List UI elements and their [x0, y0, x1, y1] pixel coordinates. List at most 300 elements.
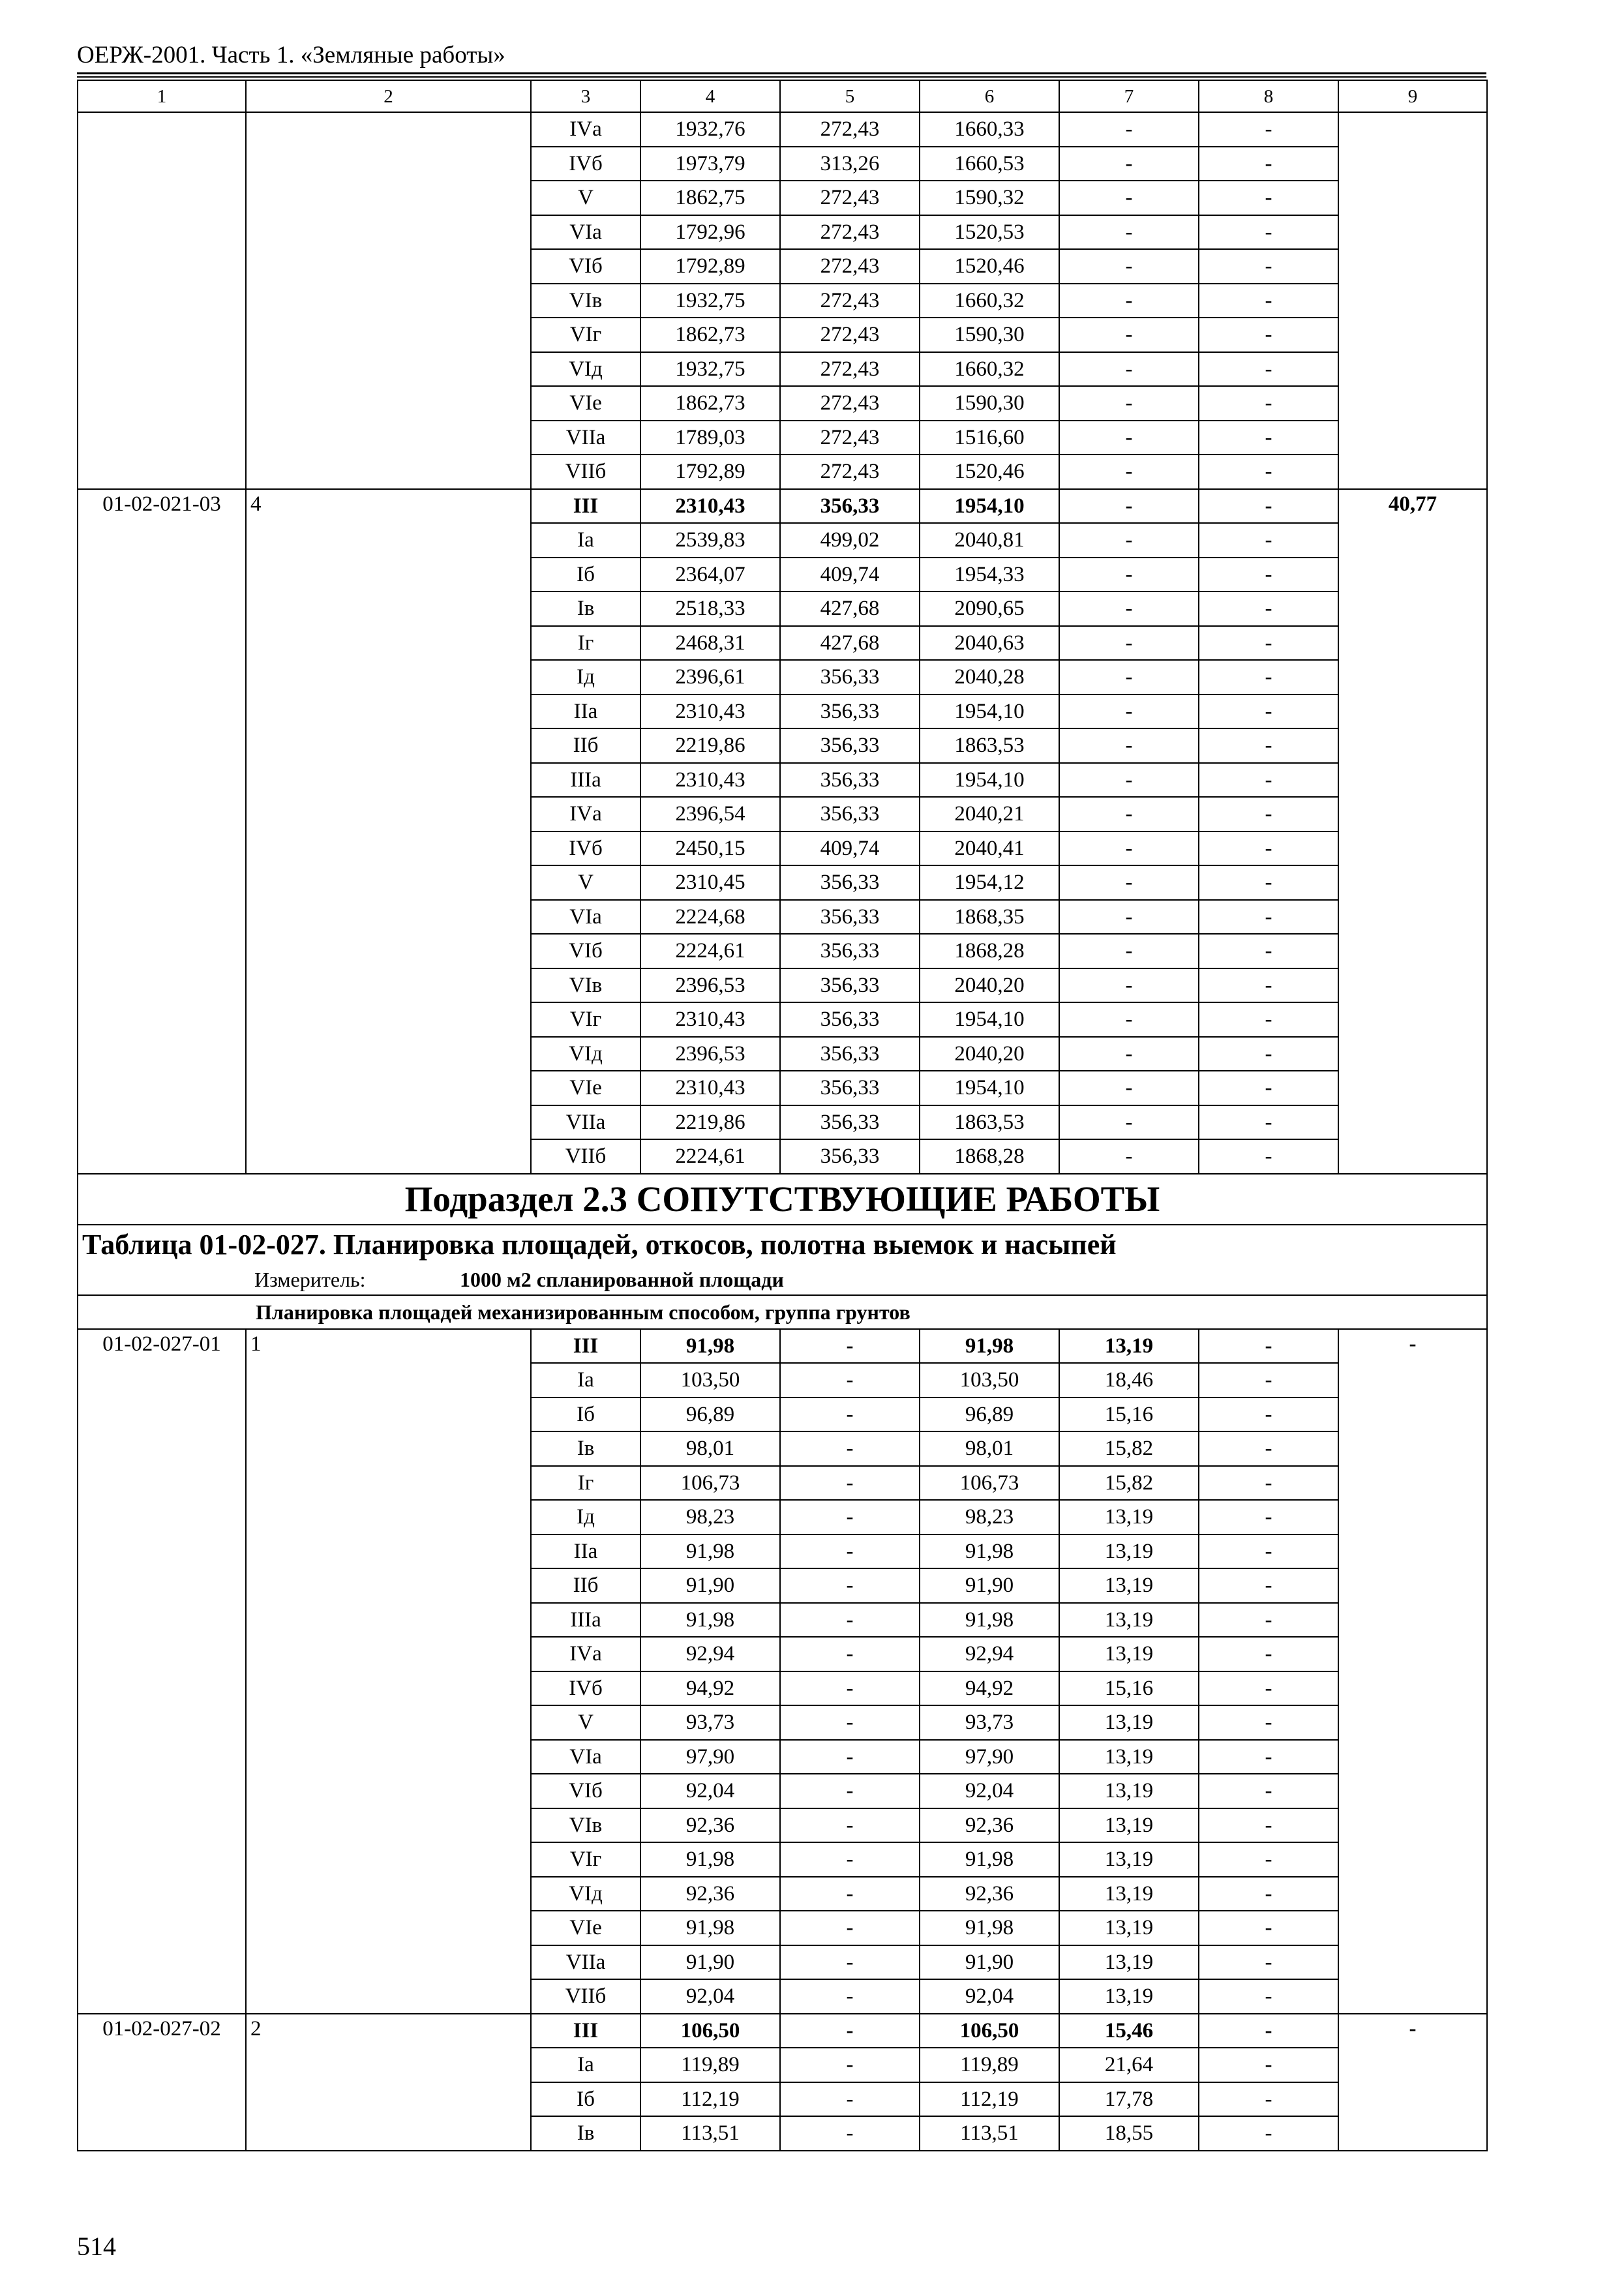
value-cell: 1932,75	[640, 284, 780, 318]
value-cell: -	[1059, 831, 1199, 866]
value-cell: -	[780, 1808, 920, 1843]
soil-group-cell: Iг	[531, 1466, 640, 1501]
soil-group-cell: V	[531, 181, 640, 215]
value-cell: -	[780, 2116, 920, 2151]
value-cell: 2040,21	[920, 797, 1059, 831]
measure-row	[78, 1264, 1487, 1295]
value-cell: -	[1199, 523, 1338, 558]
soil-group-cell: VIг	[531, 1002, 640, 1037]
column-number: 7	[1059, 80, 1199, 112]
value-cell: -	[1199, 386, 1338, 421]
value-cell: -	[1059, 695, 1199, 729]
value-cell: 1954,10	[920, 489, 1059, 524]
value-cell: 2310,43	[640, 1071, 780, 1105]
value-cell: -	[1199, 1500, 1338, 1534]
value-cell: 1520,53	[920, 215, 1059, 250]
soil-group-cell: Iа	[531, 1363, 640, 1398]
value-cell: 1973,79	[640, 147, 780, 181]
value-cell: -	[1199, 1431, 1338, 1466]
value-cell: 98,01	[920, 1431, 1059, 1466]
value-cell: 1862,73	[640, 318, 780, 352]
value-cell: -	[780, 1774, 920, 1808]
value-cell: 91,98	[920, 1603, 1059, 1638]
value-cell: 13,19	[1059, 1979, 1199, 2014]
soil-group-cell: IVб	[531, 831, 640, 866]
value-cell: -	[1059, 352, 1199, 387]
value-cell: 427,68	[780, 591, 920, 626]
value-cell: -	[1199, 1705, 1338, 1740]
soil-group-cell: III	[531, 489, 640, 524]
value-cell: -	[1199, 215, 1338, 250]
value-cell: 499,02	[780, 523, 920, 558]
value-cell: 113,51	[920, 2116, 1059, 2151]
value-cell: 1954,10	[920, 695, 1059, 729]
value-cell: 2040,81	[920, 523, 1059, 558]
value-cell: 356,33	[780, 1139, 920, 1174]
value-cell: 2040,20	[920, 968, 1059, 1003]
value-cell: 1868,35	[920, 900, 1059, 935]
value-cell: -	[1059, 591, 1199, 626]
table-row	[78, 489, 1487, 524]
value-cell: -	[1199, 249, 1338, 284]
value-cell: 2040,41	[920, 831, 1059, 866]
value-cell: 1590,32	[920, 181, 1059, 215]
soil-group-cell: VIд	[531, 1877, 640, 1911]
column-number: 5	[780, 80, 920, 112]
subsection-title-row	[78, 1295, 1487, 1329]
value-cell: 106,73	[920, 1466, 1059, 1501]
soil-group-cell: VIб	[531, 934, 640, 968]
value-cell: -	[1199, 900, 1338, 935]
value-cell: 2224,61	[640, 934, 780, 968]
value-cell: 21,64	[1059, 2048, 1199, 2082]
value-cell: -	[780, 2014, 920, 2048]
value-cell: -	[1199, 181, 1338, 215]
value-cell: 18,55	[1059, 2116, 1199, 2151]
value-cell: -	[1199, 1671, 1338, 1706]
soil-group-cell: VIе	[531, 1071, 640, 1105]
value-cell: 272,43	[780, 421, 920, 455]
value-cell: -	[1199, 728, 1338, 763]
value-cell: 91,98	[920, 1842, 1059, 1877]
value-cell: 92,36	[640, 1808, 780, 1843]
col9-value	[1338, 112, 1487, 489]
value-cell: 272,43	[780, 318, 920, 352]
value-cell: 13,19	[1059, 1329, 1199, 1364]
soil-group-cell: VIIа	[531, 1105, 640, 1140]
value-cell: 91,98	[640, 1329, 780, 1364]
value-cell: 272,43	[780, 386, 920, 421]
value-cell: -	[1199, 1603, 1338, 1638]
value-cell: 1954,33	[920, 558, 1059, 592]
rate-number: 1	[246, 1329, 531, 2014]
value-cell: 272,43	[780, 112, 920, 147]
value-cell: 119,89	[640, 2048, 780, 2082]
soil-group-cell: VIб	[531, 1774, 640, 1808]
value-cell: 1868,28	[920, 934, 1059, 968]
soil-group-cell: VIIа	[531, 1945, 640, 1980]
value-cell: 106,50	[640, 2014, 780, 2048]
value-cell: -	[1059, 1071, 1199, 1105]
value-cell: 92,04	[640, 1979, 780, 2014]
value-cell: 1863,53	[920, 728, 1059, 763]
value-cell: -	[1059, 934, 1199, 968]
value-cell: 92,04	[640, 1774, 780, 1808]
value-cell: 1868,28	[920, 1139, 1059, 1174]
value-cell: -	[1199, 284, 1338, 318]
soil-group-cell: Iг	[531, 626, 640, 661]
value-cell: 272,43	[780, 181, 920, 215]
soil-group-cell: Iб	[531, 2082, 640, 2117]
value-cell: 2219,86	[640, 728, 780, 763]
value-cell: -	[1199, 695, 1338, 729]
value-cell: 2040,28	[920, 660, 1059, 695]
table-row	[78, 2014, 1487, 2048]
soil-group-cell: IIб	[531, 728, 640, 763]
value-cell: -	[780, 1979, 920, 2014]
subsection-title: Планировка площадей механизированным способом, группа грунтов	[78, 1295, 1487, 1329]
soil-group-cell: IVа	[531, 1637, 640, 1671]
rate-number	[246, 112, 531, 489]
rates-table	[77, 80, 1488, 2151]
value-cell: 91,90	[920, 1568, 1059, 1603]
value-cell: -	[1059, 489, 1199, 524]
value-cell: -	[1059, 386, 1199, 421]
value-cell: -	[780, 1740, 920, 1774]
value-cell: 15,82	[1059, 1431, 1199, 1466]
value-cell: 1660,32	[920, 284, 1059, 318]
value-cell: 356,33	[780, 968, 920, 1003]
value-cell: -	[780, 1534, 920, 1569]
soil-group-cell: VIб	[531, 249, 640, 284]
soil-group-cell: VIIб	[531, 455, 640, 489]
rate-code: 01-02-027-02	[78, 2014, 246, 2151]
value-cell: -	[1199, 112, 1338, 147]
value-cell: 17,78	[1059, 2082, 1199, 2117]
value-cell: -	[780, 2048, 920, 2082]
value-cell: -	[780, 1363, 920, 1398]
value-cell: -	[780, 1398, 920, 1432]
value-cell: 92,36	[640, 1877, 780, 1911]
soil-group-cell: VIIб	[531, 1979, 640, 2014]
value-cell: -	[1059, 284, 1199, 318]
value-cell: 2539,83	[640, 523, 780, 558]
value-cell: -	[1199, 1568, 1338, 1603]
value-cell: 1520,46	[920, 455, 1059, 489]
value-cell: 92,94	[640, 1637, 780, 1671]
soil-group-cell: VIв	[531, 1808, 640, 1843]
value-cell: -	[780, 1877, 920, 1911]
column-number: 2	[246, 80, 531, 112]
page-number: 514	[77, 2232, 116, 2261]
value-cell: -	[1059, 660, 1199, 695]
value-cell: 91,90	[920, 1945, 1059, 1980]
value-cell: -	[780, 1945, 920, 1980]
value-cell: 356,33	[780, 900, 920, 935]
value-cell: 356,33	[780, 1071, 920, 1105]
soil-group-cell: VIд	[531, 1037, 640, 1071]
value-cell: 98,23	[640, 1500, 780, 1534]
value-cell: -	[1199, 147, 1338, 181]
soil-group-cell: IVа	[531, 112, 640, 147]
value-cell: 272,43	[780, 284, 920, 318]
value-cell: 1862,73	[640, 386, 780, 421]
value-cell: -	[1199, 865, 1338, 900]
value-cell: 93,73	[640, 1705, 780, 1740]
value-cell: 93,73	[920, 1705, 1059, 1740]
value-cell: -	[1059, 558, 1199, 592]
value-cell: -	[1059, 112, 1199, 147]
value-cell: -	[1059, 421, 1199, 455]
value-cell: 13,19	[1059, 1808, 1199, 1843]
rate-code: 01-02-021-03	[78, 489, 246, 1174]
value-cell: 1520,46	[920, 249, 1059, 284]
value-cell: 356,33	[780, 763, 920, 798]
header-rule	[77, 72, 1486, 74]
value-cell: -	[780, 2082, 920, 2117]
value-cell: -	[1059, 1139, 1199, 1174]
value-cell: 92,04	[920, 1774, 1059, 1808]
value-cell: 356,33	[780, 797, 920, 831]
soil-group-cell: Iв	[531, 591, 640, 626]
value-cell: 13,19	[1059, 1740, 1199, 1774]
col9-value: -	[1338, 2014, 1487, 2151]
value-cell: 92,04	[920, 1979, 1059, 2014]
value-cell: 92,36	[920, 1808, 1059, 1843]
value-cell: 119,89	[920, 2048, 1059, 2082]
rate-code: 01-02-027-01	[78, 1329, 246, 2014]
soil-group-cell: III	[531, 2014, 640, 2048]
value-cell: -	[1199, 558, 1338, 592]
soil-group-cell: IVа	[531, 797, 640, 831]
value-cell: -	[1199, 2048, 1338, 2082]
soil-group-cell: VIIб	[531, 1139, 640, 1174]
value-cell: -	[1199, 1071, 1338, 1105]
value-cell: -	[1199, 797, 1338, 831]
value-cell: 356,33	[780, 934, 920, 968]
col9-value: -	[1338, 1329, 1487, 2014]
value-cell: -	[1199, 2082, 1338, 2117]
measure-value: 1000 м2 спланированной площади	[460, 1267, 784, 1291]
value-cell: 1954,10	[920, 1071, 1059, 1105]
value-cell: -	[1199, 1774, 1338, 1808]
soil-group-cell: Iд	[531, 1500, 640, 1534]
value-cell: 13,19	[1059, 1945, 1199, 1980]
value-cell: 91,98	[640, 1534, 780, 1569]
soil-group-cell: III	[531, 1329, 640, 1364]
value-cell: 356,33	[780, 865, 920, 900]
soil-group-cell: IVб	[531, 1671, 640, 1706]
soil-group-cell: Iв	[531, 2116, 640, 2151]
value-cell: 13,19	[1059, 1877, 1199, 1911]
value-cell: 272,43	[780, 352, 920, 387]
value-cell: -	[1199, 1877, 1338, 1911]
value-cell: -	[1199, 1139, 1338, 1174]
value-cell: -	[1059, 900, 1199, 935]
soil-group-cell: V	[531, 865, 640, 900]
value-cell: 1954,12	[920, 865, 1059, 900]
value-cell: -	[1059, 968, 1199, 1003]
value-cell: 409,74	[780, 558, 920, 592]
soil-group-cell: Iд	[531, 660, 640, 695]
value-cell: -	[1059, 455, 1199, 489]
value-cell: 1932,76	[640, 112, 780, 147]
value-cell: 91,98	[920, 1329, 1059, 1364]
measure-unit	[78, 1264, 1487, 1295]
section-title-row	[78, 1174, 1487, 1225]
value-cell: 356,33	[780, 1105, 920, 1140]
column-number: 6	[920, 80, 1059, 112]
soil-group-cell: VIе	[531, 386, 640, 421]
value-cell: -	[1059, 1037, 1199, 1071]
value-cell: -	[1059, 249, 1199, 284]
value-cell: -	[1059, 728, 1199, 763]
value-cell: 427,68	[780, 626, 920, 661]
soil-group-cell: IIа	[531, 695, 640, 729]
value-cell: -	[1199, 660, 1338, 695]
col9-value: 40,77	[1338, 489, 1487, 1174]
soil-group-cell: V	[531, 1705, 640, 1740]
value-cell: -	[1199, 1979, 1338, 2014]
value-cell: 1660,33	[920, 112, 1059, 147]
value-cell: 2040,63	[920, 626, 1059, 661]
section-title: Подраздел 2.3 СОПУТСТВУЮЩИЕ РАБОТЫ	[78, 1174, 1487, 1225]
soil-group-cell: VIIа	[531, 421, 640, 455]
soil-group-cell: VIа	[531, 215, 640, 250]
value-cell: -	[1059, 1105, 1199, 1140]
value-cell: -	[1059, 763, 1199, 798]
value-cell: -	[1199, 1037, 1338, 1071]
value-cell: 13,19	[1059, 1842, 1199, 1877]
table-row	[78, 112, 1487, 147]
value-cell: 18,46	[1059, 1363, 1199, 1398]
value-cell: 356,33	[780, 1002, 920, 1037]
value-cell: 1954,10	[920, 763, 1059, 798]
value-cell: 106,73	[640, 1466, 780, 1501]
column-number: 8	[1199, 80, 1338, 112]
value-cell: 15,82	[1059, 1466, 1199, 1501]
soil-group-cell: VIв	[531, 284, 640, 318]
value-cell: -	[1199, 626, 1338, 661]
value-cell: -	[780, 1603, 920, 1638]
value-cell: -	[1199, 1808, 1338, 1843]
value-cell: 1862,75	[640, 181, 780, 215]
value-cell: -	[1059, 523, 1199, 558]
value-cell: 2040,20	[920, 1037, 1059, 1071]
value-cell: 1660,32	[920, 352, 1059, 387]
column-number: 1	[78, 80, 246, 112]
measure-label: Измеритель:	[254, 1267, 366, 1291]
soil-group-cell: VIг	[531, 318, 640, 352]
value-cell: 1792,96	[640, 215, 780, 250]
value-cell: 15,16	[1059, 1398, 1199, 1432]
value-cell: 91,98	[640, 1603, 780, 1638]
soil-group-cell: VIв	[531, 968, 640, 1003]
value-cell: 13,19	[1059, 1911, 1199, 1945]
value-cell: 91,90	[640, 1945, 780, 1980]
value-cell: -	[780, 1500, 920, 1534]
rate-code	[78, 112, 246, 489]
value-cell: 94,92	[920, 1671, 1059, 1706]
value-cell: -	[1199, 1534, 1338, 1569]
value-cell: 1792,89	[640, 249, 780, 284]
value-cell: -	[780, 1911, 920, 1945]
soil-group-cell: IIIа	[531, 763, 640, 798]
column-number: 9	[1338, 80, 1487, 112]
rate-number: 2	[246, 2014, 531, 2151]
value-cell: -	[1199, 1842, 1338, 1877]
value-cell: 2310,43	[640, 489, 780, 524]
value-cell: 96,89	[920, 1398, 1059, 1432]
soil-group-cell: VIа	[531, 900, 640, 935]
value-cell: 1792,89	[640, 455, 780, 489]
value-cell: 98,01	[640, 1431, 780, 1466]
value-cell: 2090,65	[920, 591, 1059, 626]
value-cell: 92,94	[920, 1637, 1059, 1671]
value-cell: 2518,33	[640, 591, 780, 626]
value-cell: -	[1199, 352, 1338, 387]
value-cell: -	[1199, 1363, 1338, 1398]
value-cell: 272,43	[780, 215, 920, 250]
value-cell: 1590,30	[920, 318, 1059, 352]
value-cell: 13,19	[1059, 1705, 1199, 1740]
soil-group-cell: VIд	[531, 352, 640, 387]
value-cell: 112,19	[920, 2082, 1059, 2117]
value-cell: 2224,61	[640, 1139, 780, 1174]
soil-group-cell: Iв	[531, 1431, 640, 1466]
value-cell: 15,46	[1059, 2014, 1199, 2048]
value-cell: 91,90	[640, 1568, 780, 1603]
value-cell: 409,74	[780, 831, 920, 866]
value-cell: 2310,43	[640, 1002, 780, 1037]
value-cell: 2219,86	[640, 1105, 780, 1140]
value-cell: -	[1059, 865, 1199, 900]
value-cell: 106,50	[920, 2014, 1059, 2048]
value-cell: 91,98	[920, 1534, 1059, 1569]
value-cell: -	[1199, 318, 1338, 352]
soil-group-cell: IIа	[531, 1534, 640, 1569]
value-cell: 2364,07	[640, 558, 780, 592]
value-cell: 2468,31	[640, 626, 780, 661]
value-cell: 97,90	[920, 1740, 1059, 1774]
value-cell: -	[780, 1637, 920, 1671]
value-cell: 1660,53	[920, 147, 1059, 181]
soil-group-cell: Iб	[531, 558, 640, 592]
value-cell: -	[1199, 968, 1338, 1003]
value-cell: 1590,30	[920, 386, 1059, 421]
value-cell: -	[1199, 763, 1338, 798]
value-cell: -	[780, 1842, 920, 1877]
value-cell: 13,19	[1059, 1637, 1199, 1671]
value-cell: 272,43	[780, 455, 920, 489]
value-cell: 1954,10	[920, 1002, 1059, 1037]
value-cell: 1932,75	[640, 352, 780, 387]
value-cell: -	[1199, 934, 1338, 968]
soil-group-cell: Iа	[531, 523, 640, 558]
soil-group-cell: IIб	[531, 1568, 640, 1603]
value-cell: 356,33	[780, 1037, 920, 1071]
value-cell: 1863,53	[920, 1105, 1059, 1140]
soil-group-cell: VIа	[531, 1740, 640, 1774]
value-cell: -	[1199, 591, 1338, 626]
value-cell: 112,19	[640, 2082, 780, 2117]
value-cell: -	[1059, 626, 1199, 661]
value-cell: -	[1199, 2014, 1338, 2048]
value-cell: 1516,60	[920, 421, 1059, 455]
value-cell: -	[1199, 489, 1338, 524]
value-cell: -	[1059, 797, 1199, 831]
value-cell: 356,33	[780, 695, 920, 729]
